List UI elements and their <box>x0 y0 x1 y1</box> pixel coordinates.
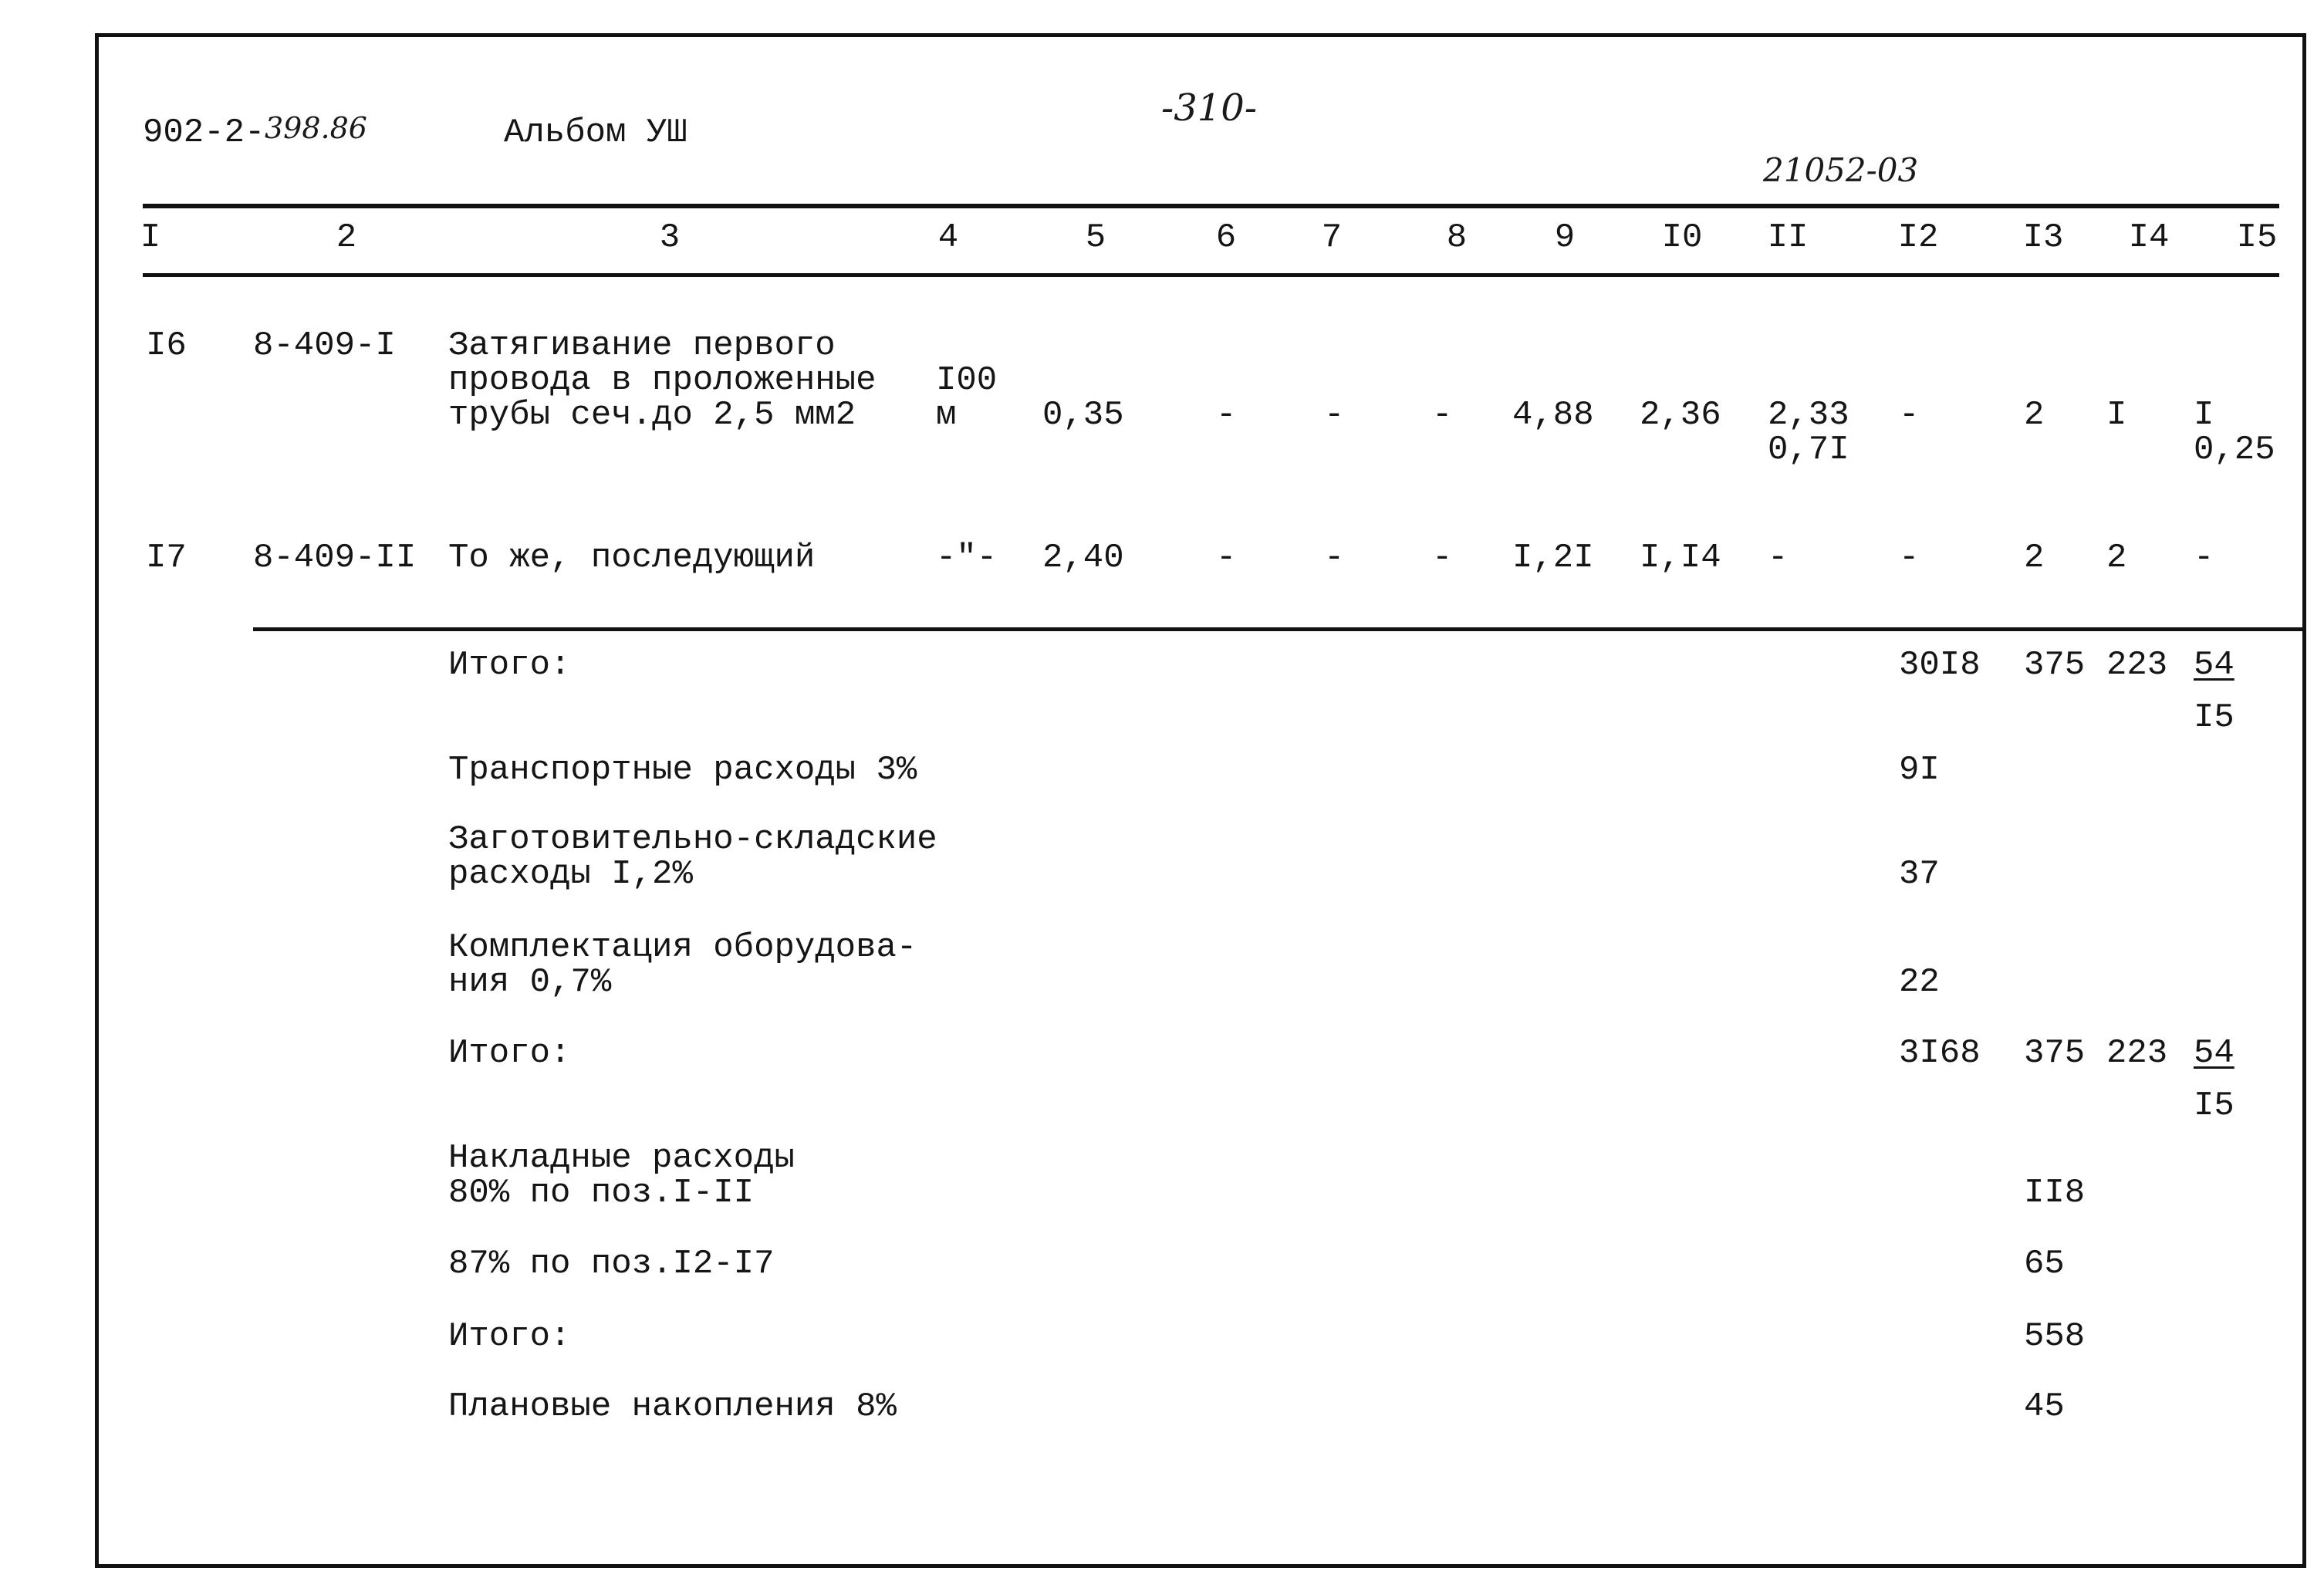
summary-label: Итого: <box>448 1317 571 1356</box>
row-col9: 4,88 <box>1512 396 1594 434</box>
row-code: 8-409-I <box>253 326 396 365</box>
row-col11: - <box>1768 539 1789 577</box>
row-col15-second: 0,25 <box>2194 431 2275 469</box>
summary-label: Транспортные расходы 3% <box>448 751 917 789</box>
row-col7: - <box>1324 396 1345 434</box>
row-col10: 2,36 <box>1640 396 1721 434</box>
summary-col15-bottom: I5 <box>2194 698 2234 737</box>
row-col12: - <box>1899 539 1920 577</box>
column-header-2: 2 <box>336 218 357 257</box>
summary-col13: 65 <box>2024 1245 2065 1283</box>
totals-rule <box>253 627 2302 631</box>
column-header-11: II <box>1767 218 1809 257</box>
summary-label: Заготовительно-складские <box>448 820 937 859</box>
row-col13: 2 <box>2024 396 2045 434</box>
row-col11-second: 0,7I <box>1768 431 1849 469</box>
summary-label: Итого: <box>448 1034 571 1073</box>
row-name-line: То же, последующий <box>448 539 816 577</box>
summary-col14: 223 <box>2106 1034 2168 1073</box>
row-position: I7 <box>146 539 187 577</box>
column-header-13: I3 <box>2022 218 2064 257</box>
summary-col12: 3I68 <box>1899 1034 1981 1073</box>
summary-label: расходы I,2% <box>448 855 693 894</box>
page-frame <box>95 33 2306 1568</box>
summary-col12: 9I <box>1899 751 1940 789</box>
column-header-10: I0 <box>1661 218 1703 257</box>
row-unit-line: I00 <box>936 361 998 400</box>
column-header-1: I <box>140 218 161 257</box>
column-header-5: 5 <box>1085 218 1106 257</box>
summary-col13: II8 <box>2024 1174 2086 1212</box>
row-name-line: Затягивание первого <box>448 326 836 365</box>
summary-label: 80% по поз.I-II <box>448 1174 755 1212</box>
row-name-line: провода в проложенные <box>448 361 877 400</box>
summary-col12: 37 <box>1899 855 1940 894</box>
summary-col15-top: 54 <box>2194 1034 2234 1073</box>
summary-col12: 22 <box>1899 963 1940 1002</box>
column-header-15: I5 <box>2236 218 2278 257</box>
column-header-6: 6 <box>1215 218 1237 257</box>
column-header-14: I4 <box>2128 218 2170 257</box>
summary-col12: 30I8 <box>1899 646 1981 684</box>
row-col10: I,I4 <box>1640 539 1721 577</box>
column-header-12: I2 <box>1897 218 1939 257</box>
summary-col15-bottom: I5 <box>2194 1086 2234 1125</box>
row-col8: - <box>1432 396 1453 434</box>
summary-label: ния 0,7% <box>448 963 612 1002</box>
row-unit-line: -"- <box>936 539 998 577</box>
column-header-9: 9 <box>1554 218 1576 257</box>
summary-col15-top: 54 <box>2194 646 2234 684</box>
header-top-rule <box>143 204 2279 208</box>
page-number: -310- <box>1161 86 1258 130</box>
summary-col13: 558 <box>2024 1317 2086 1356</box>
document-code-handwritten: 398.86 <box>265 111 367 145</box>
summary-col13: 375 <box>2024 646 2086 684</box>
summary-label: 87% по поз.I2-I7 <box>448 1245 775 1283</box>
row-col14: I <box>2106 396 2127 434</box>
row-col8: - <box>1432 539 1453 577</box>
column-header-7: 7 <box>1321 218 1343 257</box>
row-col11: 2,33 <box>1768 396 1849 434</box>
document-code-prefix: 902-2- <box>143 113 265 152</box>
summary-label: Итого: <box>448 646 571 684</box>
row-unit-line: м <box>936 396 957 434</box>
summary-col14: 223 <box>2106 646 2168 684</box>
column-header-4: 4 <box>937 218 959 257</box>
row-col14: 2 <box>2106 539 2127 577</box>
row-col15: I <box>2194 396 2214 434</box>
row-col12: - <box>1899 396 1920 434</box>
summary-label: Плановые накопления 8% <box>448 1387 897 1426</box>
header-bottom-rule <box>143 273 2279 277</box>
row-col15: - <box>2194 539 2214 577</box>
row-position: I6 <box>146 326 187 365</box>
summary-col13: 375 <box>2024 1034 2086 1073</box>
row-col5: 0,35 <box>1042 396 1124 434</box>
column-header-3: 3 <box>659 218 681 257</box>
album-title: Альбом УШ <box>504 113 687 152</box>
summary-label: Комплектация оборудова- <box>448 928 917 967</box>
row-col9: I,2I <box>1512 539 1594 577</box>
column-header-8: 8 <box>1446 218 1468 257</box>
row-col13: 2 <box>2024 539 2045 577</box>
row-name-line: трубы сеч.до 2,5 мм2 <box>448 396 856 434</box>
summary-col13: 45 <box>2024 1387 2065 1426</box>
row-col5: 2,40 <box>1042 539 1124 577</box>
summary-label: Накладные расходы <box>448 1139 795 1178</box>
row-col6: - <box>1216 396 1237 434</box>
row-code: 8-409-II <box>253 539 417 577</box>
row-col6: - <box>1216 539 1237 577</box>
row-col7: - <box>1324 539 1345 577</box>
document-number: 21052-03 <box>1763 151 1919 189</box>
